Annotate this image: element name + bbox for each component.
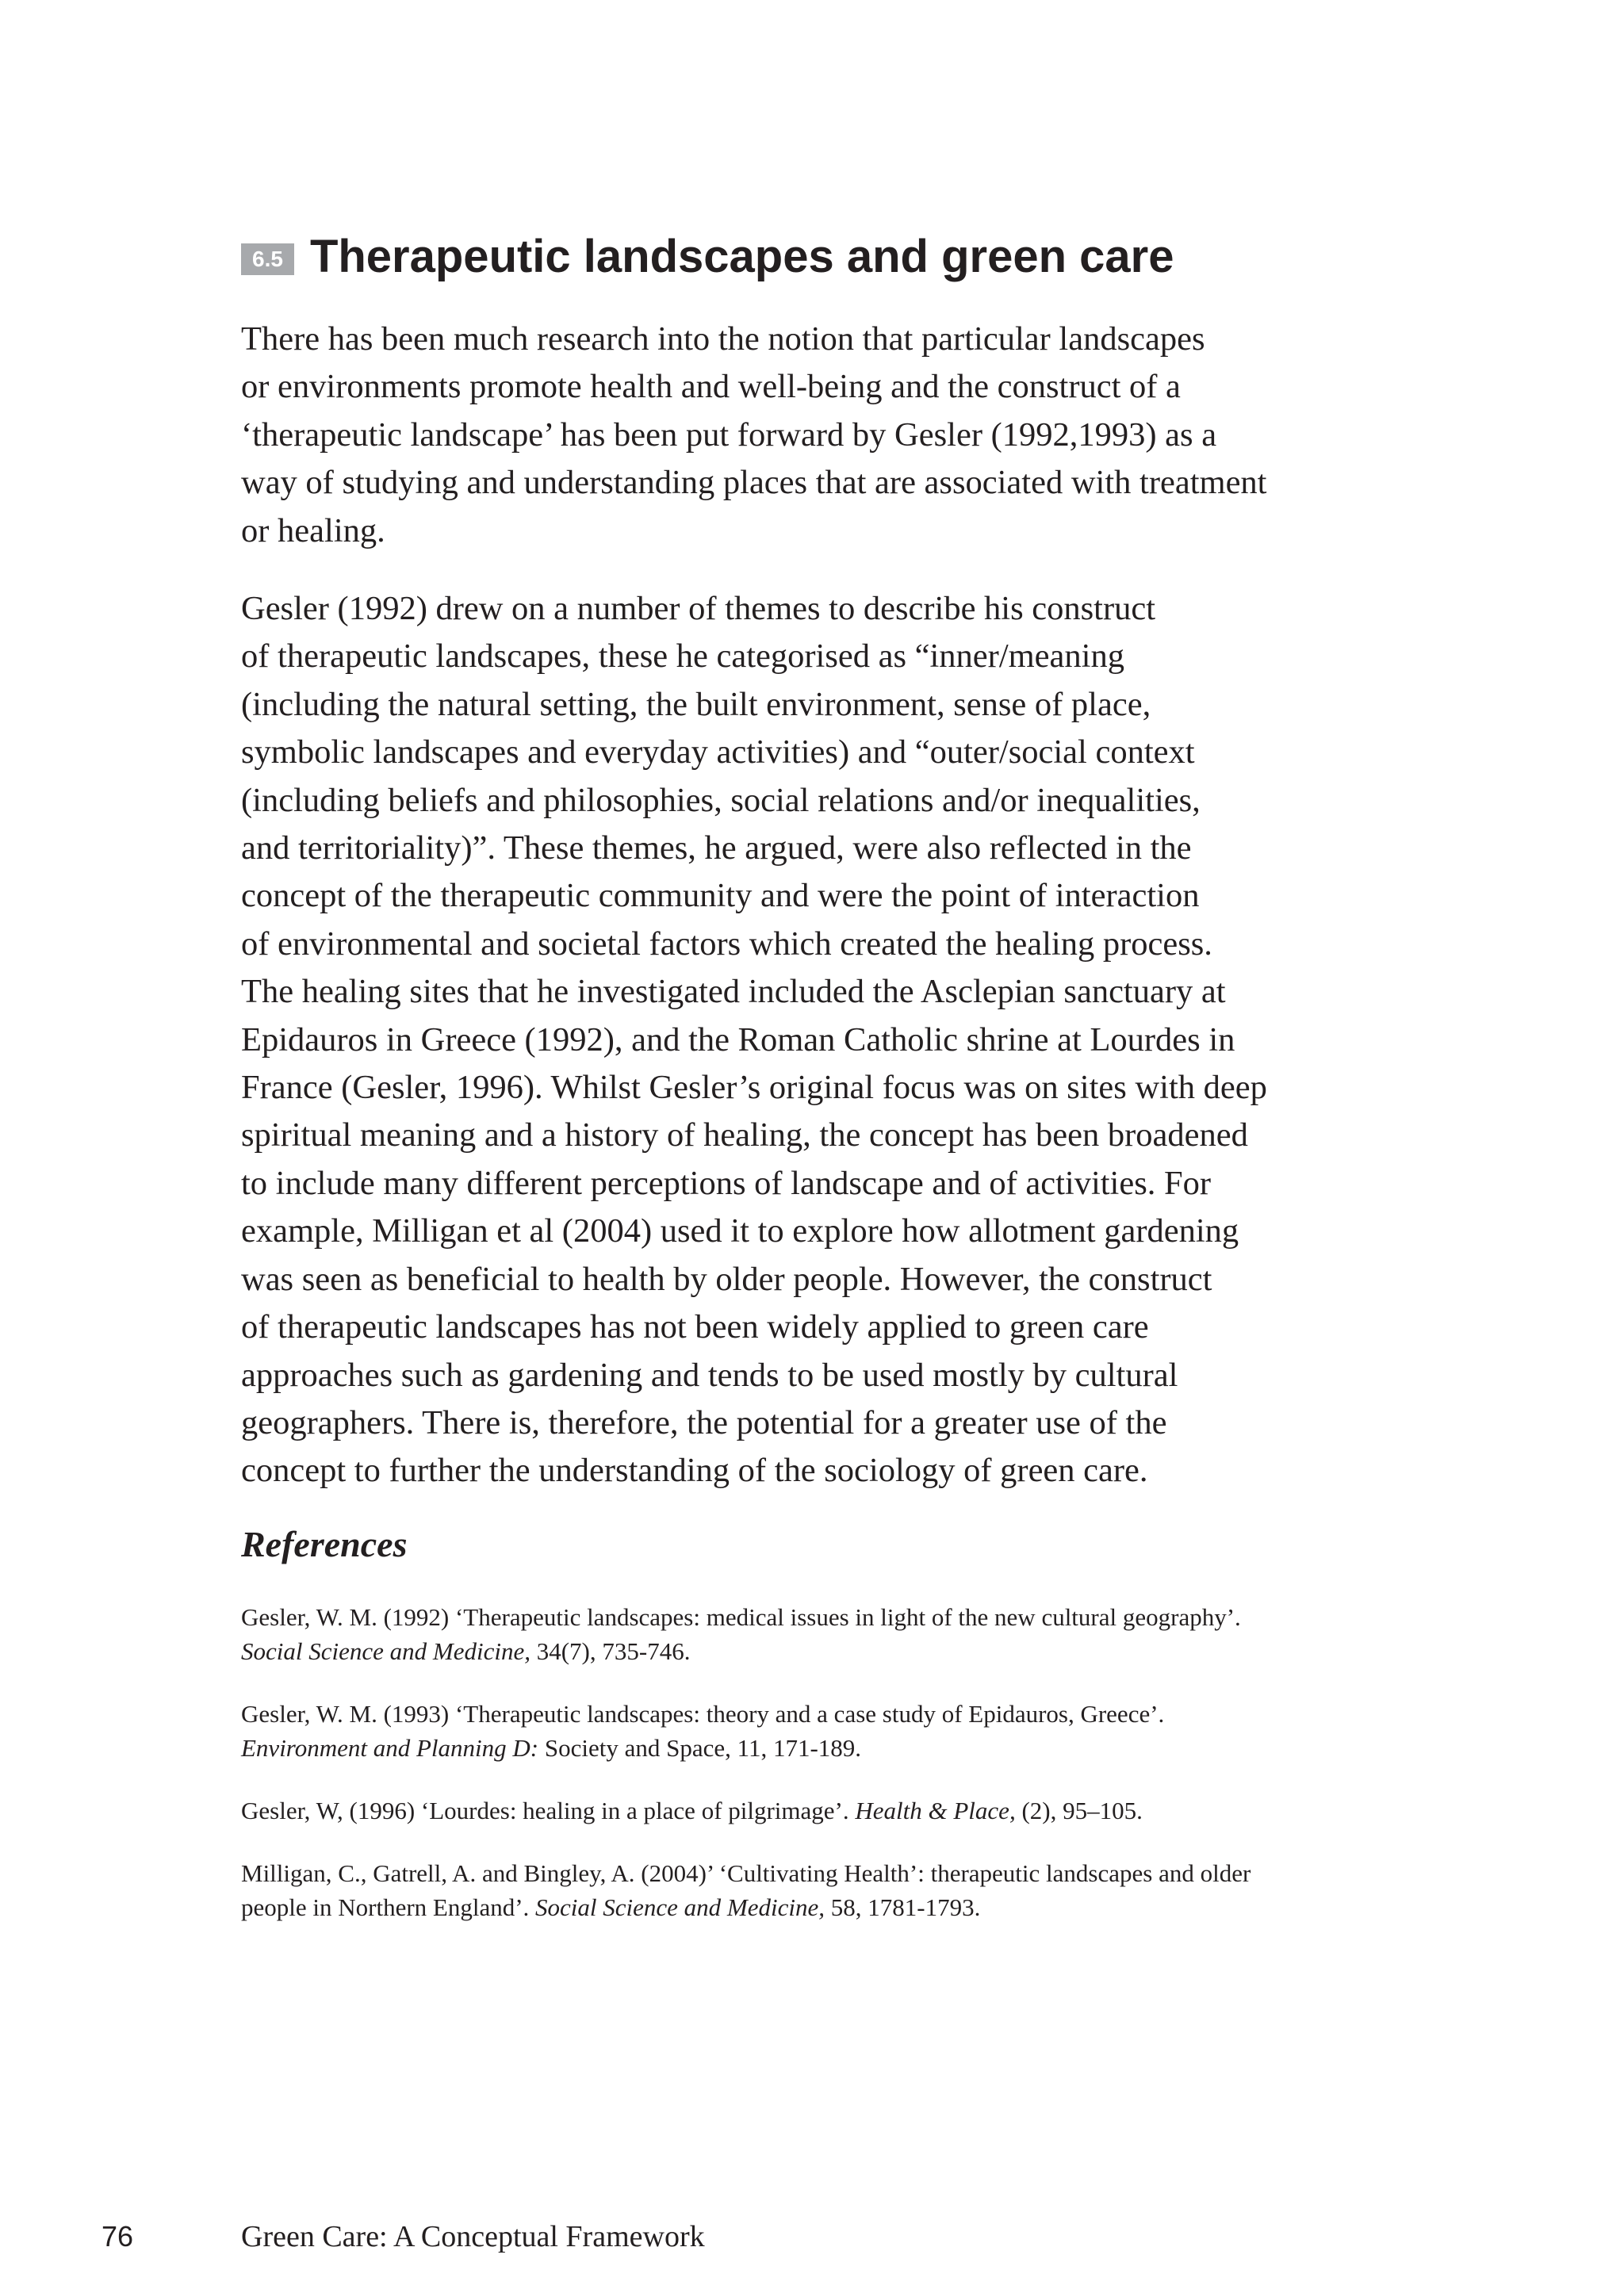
reference-text: (2), 95–105. — [1015, 1797, 1143, 1824]
journal-title: Social Science and Medicine, — [535, 1893, 825, 1921]
paragraph-line: approaches such as gardening and tends to be used mostly by cultural — [241, 1356, 1178, 1394]
reference-text: Gesler, W, (1996) ‘Lourdes: healing in a place of pilgrimage’. — [241, 1797, 856, 1824]
paragraph-line: (including beliefs and philosophies, social relations and/or inequalities, — [241, 781, 1201, 819]
paragraph-line: concept of the therapeutic community and were the point of interaction — [241, 877, 1200, 915]
reference-text: Society and Space, 11, 171-189. — [538, 1733, 862, 1762]
reference-text: 34(7), 735-746. — [530, 1636, 691, 1665]
running-footer-title: Green Care: A Conceptual Framework — [241, 2220, 705, 2253]
paragraph-line: or healing. — [241, 511, 385, 549]
paragraph-line: or environments promote health and well-being and the construct of a — [241, 368, 1181, 406]
paragraph-line: symbolic landscapes and everyday activities) and “outer/social context — [241, 733, 1195, 771]
reference-item — [241, 1794, 1399, 1828]
reference-line: Gesler, W. M. (1992) ‘Therapeutic landscapes: medical issues in light of the new cultural geography’. — [241, 1603, 1241, 1631]
section-title: Therapeutic landscapes and green care — [309, 231, 1174, 282]
page-number: 76 — [102, 2220, 134, 2253]
paragraph-line: was seen as beneficial to health by older people. However, the construct — [241, 1260, 1212, 1298]
section-heading — [241, 225, 1391, 289]
journal-title: Health & Place, — [855, 1797, 1016, 1824]
paragraph-intro — [241, 316, 1399, 555]
paragraph-line: of environmental and societal factors which created the healing process. — [241, 924, 1212, 963]
references-heading: References — [241, 1524, 408, 1564]
reference-item — [241, 1601, 1399, 1668]
reference-line: Milligan, C., Gatrell, A. and Bingley, A. (2004)’ ‘Cultivating Health’: therapeutic landscapes and older — [241, 1859, 1251, 1887]
paragraph-line: France (Gesler, 1996). Whilst Gesler’s original focus was on sites with deep — [241, 1069, 1267, 1107]
reference-line — [241, 1635, 1399, 1669]
paragraph-line: to include many different perceptions of landscape and of activities. For — [241, 1164, 1212, 1202]
journal-title: Social Science and Medicine, — [241, 1636, 530, 1665]
paragraph-line: of therapeutic landscapes has not been widely applied to green care — [241, 1308, 1149, 1346]
paragraph-line: The healing sites that he investigated included the Asclepian sanctuary at — [241, 973, 1226, 1011]
reference-text: 58, 1781-1793. — [825, 1893, 981, 1921]
paragraph-line: and territoriality)”. These themes, he argued, were also reflected in the — [241, 829, 1192, 867]
paragraph-line: spiritual meaning and a history of healing, the concept has been broadened — [241, 1116, 1248, 1154]
reference-line: Gesler, W. M. (1993) ‘Therapeutic landscapes: theory and a case study of Epidauros, Greece’. — [241, 1700, 1165, 1728]
reference-line — [241, 1732, 1399, 1766]
journal-title: Environment and Planning D: — [241, 1733, 539, 1762]
paragraph-line: concept to further the understanding of the sociology of green care. — [241, 1452, 1148, 1490]
paragraph-line: ‘therapeutic landscape’ has been put forward by Gesler (1992,1993) as a — [241, 415, 1217, 454]
paragraph-line: Gesler (1992) drew on a number of themes to describe his construct — [241, 590, 1156, 627]
reference-line — [241, 1794, 1399, 1828]
paragraph-line: way of studying and understanding places that are associated with treatment — [241, 464, 1267, 502]
paragraph-line: example, Milligan et al (2004) used it to explore how allotment gardening — [241, 1212, 1239, 1250]
reference-item — [241, 1698, 1399, 1765]
paragraph-line: geographers. There is, therefore, the potential for a greater use of the — [241, 1403, 1167, 1441]
reference-line — [241, 1891, 1399, 1925]
paragraph-line: (including the natural setting, the built environment, sense of place, — [241, 685, 1151, 723]
paragraph-line: of therapeutic landscapes, these he categorised as “inner/meaning — [241, 637, 1124, 676]
section-number-badge: 6.5 — [241, 243, 294, 275]
paragraph-line: Epidauros in Greece (1992), and the Roman Catholic shrine at Lourdes in — [241, 1020, 1235, 1058]
paragraph-gesler-themes — [241, 585, 1399, 1495]
paragraph-line: There has been much research into the notion that particular landscapes — [241, 320, 1205, 358]
reference-item — [241, 1857, 1399, 1924]
reference-text: people in Northern England’. — [241, 1893, 536, 1921]
